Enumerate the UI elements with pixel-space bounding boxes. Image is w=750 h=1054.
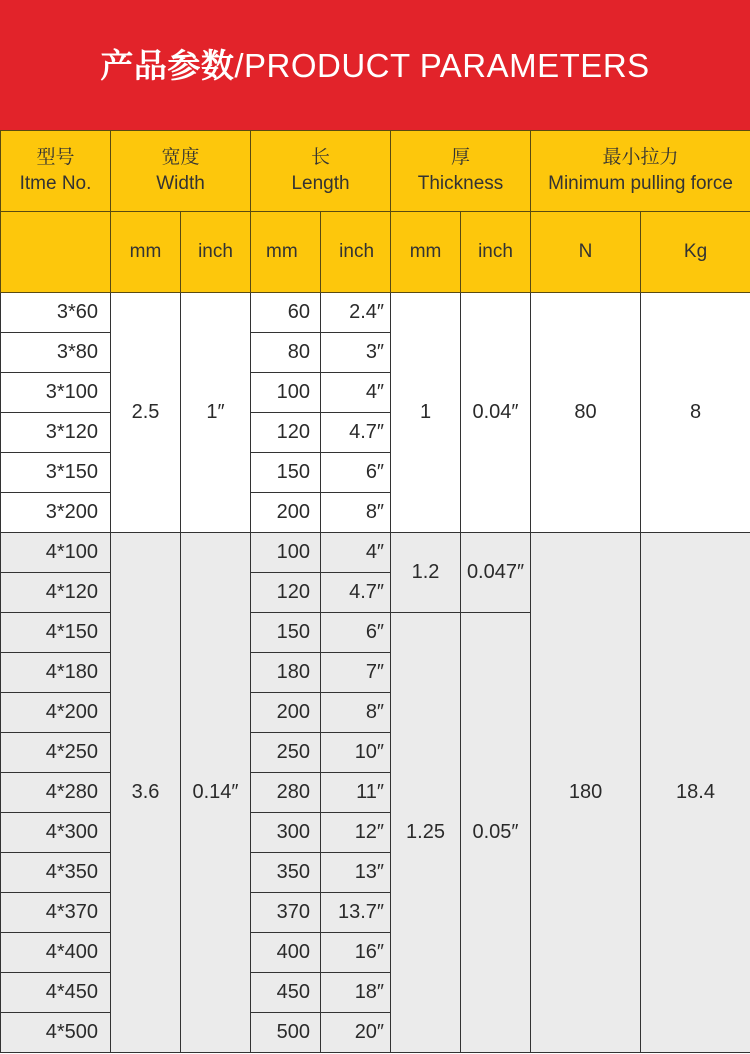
- length-inch-cell: 16″: [321, 933, 391, 973]
- unit-width-mm: mm: [111, 212, 181, 293]
- length-mm-cell: 450: [251, 973, 321, 1013]
- length-inch-cell: 2.4″: [321, 293, 391, 333]
- header-thickness: [391, 131, 531, 212]
- item-model: 3*60: [1, 293, 111, 333]
- length-mm-cell: 180: [251, 653, 321, 693]
- width-inch-cell: 0.14″: [181, 533, 251, 1053]
- length-inch-cell: 4″: [321, 373, 391, 413]
- item-model: 4*100: [1, 533, 111, 573]
- parameter-table: [0, 130, 750, 1053]
- title-cn: 产品参数: [100, 46, 235, 84]
- header-length: [251, 131, 391, 212]
- header-thickness-cn: 厚: [451, 147, 471, 168]
- width-mm-cell: 2.5: [111, 293, 181, 533]
- page-title: [100, 40, 649, 87]
- thickness-mm-cell: 1.25: [391, 613, 461, 1053]
- length-mm-cell: 120: [251, 413, 321, 453]
- item-model: 4*350: [1, 853, 111, 893]
- thickness-inch-cell: 0.04″: [461, 293, 531, 533]
- width-inch-cell: 1″: [181, 293, 251, 533]
- header-pulling-force: [531, 131, 750, 212]
- length-mm-cell: 100: [251, 533, 321, 573]
- length-inch-cell: 7″: [321, 653, 391, 693]
- header-width-en: Width: [156, 173, 205, 194]
- length-mm-cell: 200: [251, 693, 321, 733]
- force-kg-cell: 18.4: [641, 533, 750, 1053]
- item-model: 3*200: [1, 493, 111, 533]
- item-model: 3*120: [1, 413, 111, 453]
- length-mm-cell: 500: [251, 1013, 321, 1053]
- length-inch-cell: 13.7″: [321, 893, 391, 933]
- unit-force-n: N: [531, 212, 641, 293]
- header-row-units: [1, 212, 750, 293]
- item-model: 4*200: [1, 693, 111, 733]
- length-inch-cell: 8″: [321, 693, 391, 733]
- thickness-mm-cell: 1: [391, 293, 461, 533]
- length-inch-cell: 6″: [321, 453, 391, 493]
- length-mm-cell: 280: [251, 773, 321, 813]
- length-inch-cell: 4.7″: [321, 573, 391, 613]
- header-force-en: Minimum pulling force: [548, 173, 733, 194]
- unit-width-inch: inch: [181, 212, 251, 293]
- length-mm-cell: 250: [251, 733, 321, 773]
- length-mm-cell: 60: [251, 293, 321, 333]
- item-model: 4*300: [1, 813, 111, 853]
- length-inch-cell: 3″: [321, 333, 391, 373]
- length-mm-cell: 80: [251, 333, 321, 373]
- length-mm-cell: 300: [251, 813, 321, 853]
- length-inch-cell: 10″: [321, 733, 391, 773]
- header-thickness-en: Thickness: [417, 173, 504, 194]
- table-row: [1, 533, 750, 573]
- header-width-cn: 宽度: [161, 147, 200, 168]
- item-model: 4*250: [1, 733, 111, 773]
- length-mm-cell: 100: [251, 373, 321, 413]
- force-n-cell: 80: [531, 293, 641, 533]
- header-unit-empty: [1, 212, 111, 293]
- length-mm-cell: 150: [251, 613, 321, 653]
- header-model-cn: 型号: [36, 147, 75, 168]
- length-mm-cell: 120: [251, 573, 321, 613]
- length-mm-cell: 370: [251, 893, 321, 933]
- title-en: PRODUCT PARAMETERS: [244, 46, 650, 84]
- table-row: [1, 293, 750, 333]
- length-inch-cell: 12″: [321, 813, 391, 853]
- item-model: 3*80: [1, 333, 111, 373]
- item-model: 4*150: [1, 613, 111, 653]
- header-force-cn: 最小拉力: [602, 147, 679, 168]
- thickness-inch-cell: 0.047″: [461, 533, 531, 613]
- header-model-en: Itme No.: [19, 173, 92, 194]
- header-length-cn: 长: [311, 147, 331, 168]
- length-inch-cell: 20″: [321, 1013, 391, 1053]
- force-kg-cell: 8: [641, 293, 750, 533]
- item-model: 3*100: [1, 373, 111, 413]
- item-model: 4*180: [1, 653, 111, 693]
- length-inch-cell: 4″: [321, 533, 391, 573]
- title-separator: /: [234, 46, 244, 84]
- length-mm-cell: 400: [251, 933, 321, 973]
- item-model: 4*120: [1, 573, 111, 613]
- length-inch-cell: 18″: [321, 973, 391, 1013]
- force-n-cell: 180: [531, 533, 641, 1053]
- item-model: 3*150: [1, 453, 111, 493]
- header-width: [111, 131, 251, 212]
- length-mm-cell: 350: [251, 853, 321, 893]
- length-inch-cell: 6″: [321, 613, 391, 653]
- thickness-inch-cell: 0.05″: [461, 613, 531, 1053]
- item-model: 4*450: [1, 973, 111, 1013]
- unit-thickness-mm: mm: [391, 212, 461, 293]
- length-mm-cell: 150: [251, 453, 321, 493]
- length-inch-cell: 8″: [321, 493, 391, 533]
- item-model: 4*280: [1, 773, 111, 813]
- unit-force-kg: Kg: [641, 212, 750, 293]
- unit-length-inch: inch: [321, 212, 391, 293]
- length-inch-cell: 13″: [321, 853, 391, 893]
- unit-thickness-inch: inch: [461, 212, 531, 293]
- item-model: 4*400: [1, 933, 111, 973]
- title-banner: [0, 0, 750, 130]
- item-model: 4*500: [1, 1013, 111, 1053]
- header-length-en: Length: [291, 173, 350, 194]
- header-model: [1, 131, 111, 212]
- length-inch-cell: 11″: [321, 773, 391, 813]
- width-mm-cell: 3.6: [111, 533, 181, 1053]
- thickness-mm-cell: 1.2: [391, 533, 461, 613]
- item-model: 4*370: [1, 893, 111, 933]
- length-inch-cell: 4.7″: [321, 413, 391, 453]
- unit-length-mm: mm: [251, 212, 321, 293]
- header-row-main: [1, 131, 750, 212]
- length-mm-cell: 200: [251, 493, 321, 533]
